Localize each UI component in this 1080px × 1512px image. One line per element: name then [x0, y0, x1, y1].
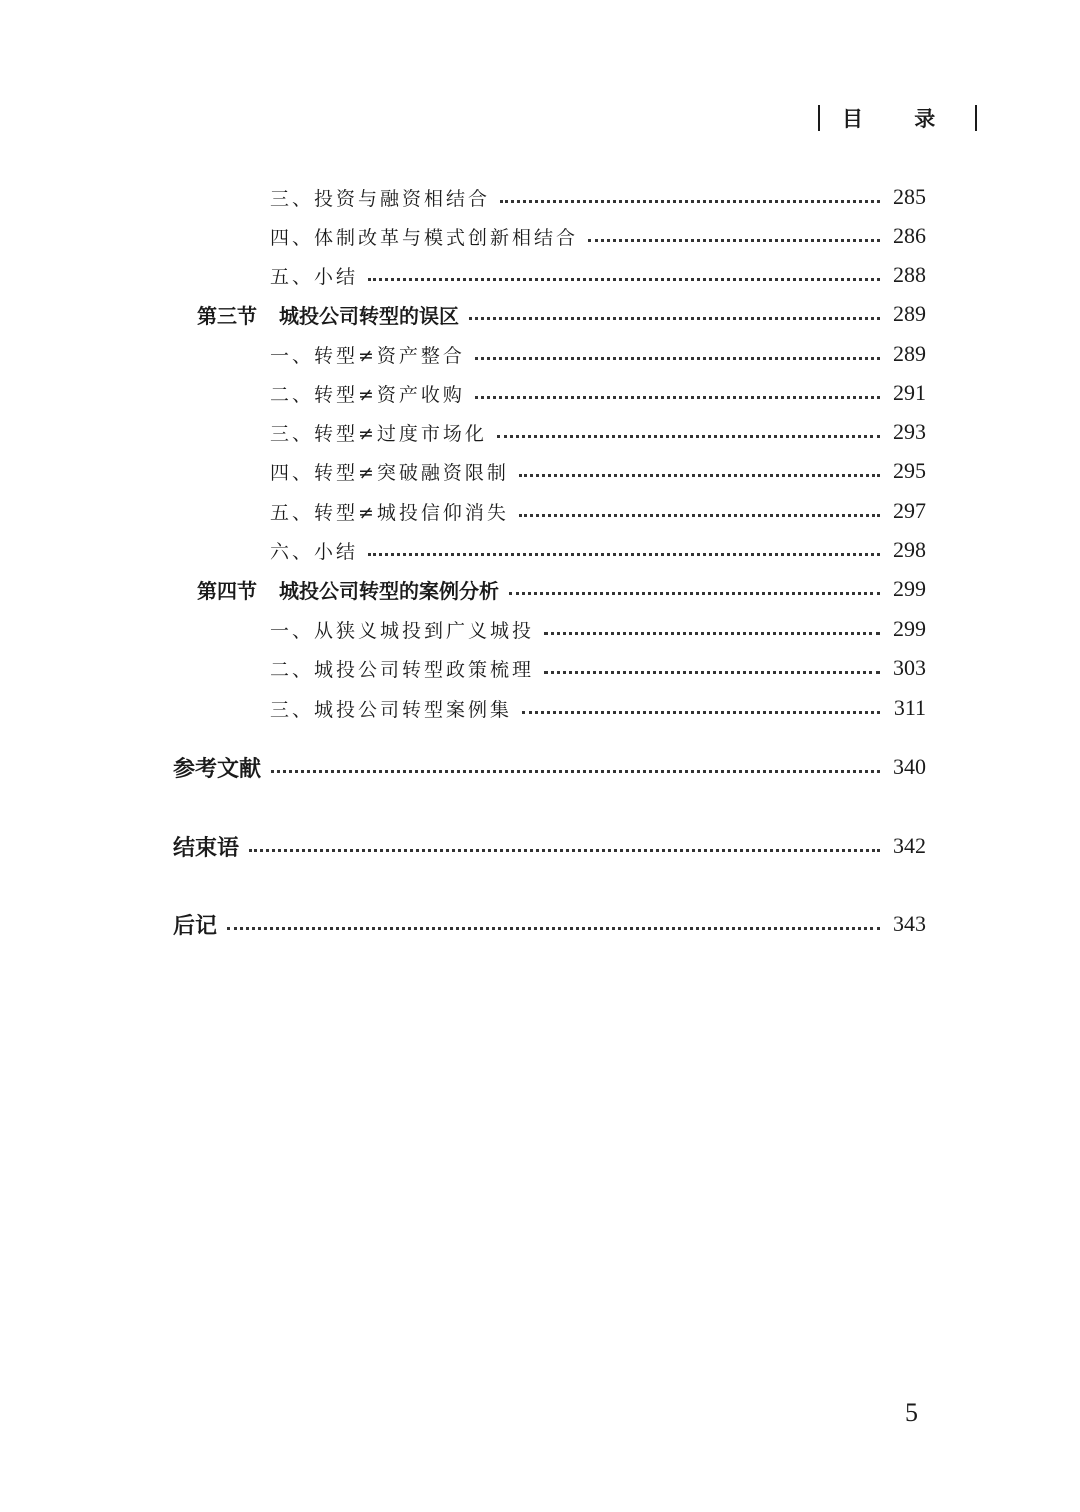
toc-entry-page: 289 — [893, 301, 926, 326]
dot-leader — [544, 671, 880, 674]
dot-leader — [509, 592, 880, 595]
toc-entry-label: 二、转型≠资产收购 — [270, 383, 465, 406]
toc-entry[interactable] — [270, 216, 926, 256]
toc-chapter-entry[interactable] — [173, 826, 926, 866]
toc-entry-page: 343 — [893, 911, 926, 936]
page-number: 5 — [905, 1398, 918, 1427]
toc-entry-label: 五、转型≠城投信仰消失 — [270, 501, 509, 524]
dot-leader — [588, 239, 880, 242]
toc-entry[interactable] — [270, 530, 926, 570]
toc-entry-page: 299 — [893, 616, 926, 641]
header-right-rule — [975, 105, 977, 131]
toc-chapter-label: 后记 — [173, 913, 218, 939]
toc-entry-label: 二、城投公司转型政策梳理 — [270, 658, 535, 681]
toc-entry-page: 303 — [893, 655, 926, 680]
dot-leader — [368, 278, 880, 281]
toc-section-entry[interactable] — [197, 569, 926, 609]
toc-entry[interactable] — [270, 255, 926, 295]
dot-leader — [475, 396, 880, 399]
dot-leader — [519, 514, 880, 517]
dot-leader — [500, 200, 880, 203]
dot-leader — [522, 711, 880, 714]
toc-entry[interactable] — [270, 334, 926, 374]
toc-chapter-label: 结束语 — [173, 835, 240, 861]
toc-entry-label: 五、小结 — [270, 265, 359, 288]
toc-entry-page: 289 — [893, 341, 926, 366]
toc-entry[interactable] — [270, 373, 926, 413]
toc-chapter-entry[interactable] — [173, 904, 926, 944]
toc-entry-page: 288 — [893, 262, 926, 287]
dot-leader — [519, 474, 880, 477]
dot-leader — [271, 770, 880, 773]
toc-entry-label: 六、小结 — [270, 540, 359, 563]
section-title: 城投公司转型的误区 — [279, 303, 459, 328]
toc-entry-label: 三、转型≠过度市场化 — [270, 422, 487, 445]
toc-entry-page: 342 — [893, 833, 926, 858]
toc-entry-label: 四、转型≠突破融资限制 — [270, 461, 509, 484]
section-number: 第四节 — [197, 578, 257, 603]
toc-entry[interactable] — [270, 412, 926, 452]
toc-entry[interactable] — [270, 609, 926, 649]
toc-entry-page: 286 — [893, 223, 926, 248]
header-left-rule — [818, 105, 820, 131]
toc-entry[interactable] — [270, 491, 926, 531]
toc-entry-page: 295 — [893, 458, 926, 483]
toc-entry[interactable] — [270, 177, 926, 217]
dot-leader — [249, 849, 880, 852]
toc-section-label — [197, 300, 459, 329]
toc-entry-page: 311 — [893, 695, 926, 720]
toc-entry-page: 291 — [893, 380, 926, 405]
dot-leader — [227, 927, 880, 930]
toc-entry-label: 一、转型≠资产整合 — [270, 344, 465, 367]
dot-leader — [544, 632, 880, 635]
dot-leader — [475, 357, 880, 360]
toc-entry-label: 三、投资与融资相结合 — [270, 187, 491, 210]
toc-entry-label: 三、城投公司转型案例集 — [270, 698, 513, 721]
section-title: 城投公司转型的案例分析 — [279, 578, 499, 603]
dot-leader — [497, 435, 880, 438]
toc-section-entry[interactable] — [197, 294, 926, 334]
toc-entry-page: 297 — [893, 498, 926, 523]
dot-leader — [368, 553, 880, 556]
toc-entry-label: 四、体制改革与模式创新相结合 — [270, 226, 579, 249]
toc-entry-page: 298 — [893, 537, 926, 562]
section-number: 第三节 — [197, 303, 257, 328]
toc-chapter-label: 参考文献 — [173, 756, 262, 782]
toc-section-label — [197, 575, 499, 604]
toc-chapter-entry[interactable] — [173, 747, 926, 787]
dot-leader — [469, 317, 880, 320]
toc-entry-page: 299 — [893, 576, 926, 601]
toc-entry-page: 293 — [893, 419, 926, 444]
header-title: 目 录 — [842, 107, 958, 131]
toc-entry[interactable] — [270, 688, 926, 728]
toc-entry-label: 一、从狭义城投到广义城投 — [270, 619, 535, 642]
running-header — [818, 98, 977, 138]
toc-entry-page: 340 — [893, 754, 926, 779]
toc-entry[interactable] — [270, 451, 926, 491]
toc-entry[interactable] — [270, 648, 926, 688]
toc-entry-page: 285 — [893, 184, 926, 209]
